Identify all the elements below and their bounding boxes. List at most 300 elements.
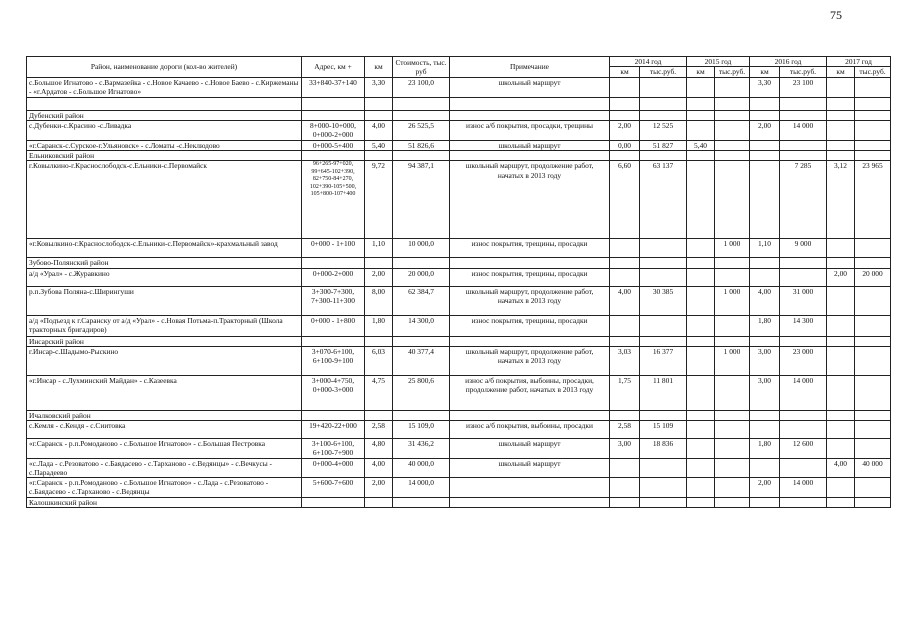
cost-cell: 40 377,4 — [393, 346, 450, 375]
note-cell: школьный маршрут — [450, 439, 610, 459]
year-2014-km-cell: 4,00 — [610, 286, 640, 315]
empty-cell — [302, 110, 365, 120]
year-2015-rub-cell — [715, 421, 750, 439]
length-km-cell: 3,30 — [365, 77, 393, 97]
year-2017-rub-cell — [855, 375, 891, 410]
year-2017-km-cell: 2,00 — [827, 268, 855, 286]
year-2016-km-cell — [750, 458, 780, 478]
year-2015-km-cell — [687, 239, 715, 258]
year-2017-km-cell: 3,12 — [827, 161, 855, 239]
empty-cell — [365, 110, 393, 120]
empty-cell — [780, 151, 827, 161]
year-2014-km-cell: 2,00 — [610, 120, 640, 140]
year-2016-rub-cell: 9 000 — [780, 239, 827, 258]
note-cell: износ а/б покрытия, выбоины, просадки, продолжение работ, начатых в 2013 году — [450, 375, 610, 410]
year-2015-km-cell — [687, 161, 715, 239]
empty-cell — [780, 336, 827, 346]
road-name-cell: «г.Саранск-с.Сурское-г.Ульяновск» - с.Ломаты -с.Неклюдово — [27, 140, 302, 150]
year-2016-rub-cell — [780, 421, 827, 439]
empty-cell — [450, 151, 610, 161]
note-cell — [450, 97, 610, 110]
year-2014-rub-cell: 63 137 — [640, 161, 687, 239]
empty-cell — [855, 410, 891, 420]
empty-cell — [365, 497, 393, 507]
empty-cell — [610, 336, 640, 346]
year-2015-km-cell — [687, 77, 715, 97]
cost-cell: 25 800,6 — [393, 375, 450, 410]
year-2015-rub-cell — [715, 120, 750, 140]
cost-cell: 31 436,2 — [393, 439, 450, 459]
empty-cell — [687, 258, 715, 268]
year-2015-km-cell — [687, 268, 715, 286]
district-row — [27, 110, 891, 120]
note-cell: износ покрытия, трещины, просадки — [450, 239, 610, 258]
year-2015-rub-cell — [715, 140, 750, 150]
year-2014-km-cell — [610, 97, 640, 110]
subheader-rub: тыс.руб. — [640, 67, 687, 77]
empty-cell — [302, 410, 365, 420]
year-2015-rub-cell — [715, 439, 750, 459]
length-km-cell: 2,00 — [365, 268, 393, 286]
year-2017-km-cell — [827, 120, 855, 140]
empty-cell — [450, 110, 610, 120]
empty-cell — [302, 258, 365, 268]
road-name-cell: а/д «Урал» - с.Журавкино — [27, 268, 302, 286]
cost-cell: 15 109,0 — [393, 421, 450, 439]
empty-cell — [640, 151, 687, 161]
empty-cell — [450, 336, 610, 346]
year-2015-km-cell — [687, 458, 715, 478]
empty-cell — [750, 410, 780, 420]
road-name-cell: а/д «Подъезд к г.Саранску от а/д «Урал» - с.Новая Потьма-п.Тракторный (Школа тракторных бригадиров) — [27, 315, 302, 336]
table-row — [27, 286, 891, 315]
road-name-cell — [27, 97, 302, 110]
table-row — [27, 346, 891, 375]
empty-cell — [393, 497, 450, 507]
empty-cell — [780, 258, 827, 268]
year-2015-km-cell — [687, 120, 715, 140]
empty-cell — [450, 258, 610, 268]
empty-cell — [365, 151, 393, 161]
table-row — [27, 375, 891, 410]
year-2016-km-cell: 3,00 — [750, 375, 780, 410]
address-cell: 0+000-5+400 — [302, 140, 365, 150]
road-name-cell: с.Большое Игнатово - с.Вармазейка - с.Новое Качаево - с.Новое Баево - с.Киржеманы - «г.Ардатов - с.Большое Игнатово» — [27, 77, 302, 97]
year-2017-km-cell — [827, 140, 855, 150]
road-name-cell: «г.Ковылкино-г.Краснослободск-с.Ельники-с.Первомайск»-крахмальный завод — [27, 239, 302, 258]
header-address: Адрес, км + — [302, 57, 365, 78]
district-row — [27, 336, 891, 346]
year-2017-rub-cell — [855, 439, 891, 459]
note-cell: износ покрытия, трещины, просадки — [450, 268, 610, 286]
empty-cell — [640, 336, 687, 346]
year-2014-rub-cell: 15 109 — [640, 421, 687, 439]
length-km-cell: 4,00 — [365, 120, 393, 140]
subheader-rub: тыс.руб. — [715, 67, 750, 77]
year-2015-rub-cell: 1 000 — [715, 286, 750, 315]
cost-cell: 62 384,7 — [393, 286, 450, 315]
address-cell: 3+100-6+100, 6+100-7+900 — [302, 439, 365, 459]
note-cell: износ покрытия, трещины, просадки — [450, 315, 610, 336]
empty-cell — [780, 110, 827, 120]
empty-cell — [715, 497, 750, 507]
cost-cell: 10 000,0 — [393, 239, 450, 258]
district-name: Ичалковский район — [27, 410, 302, 420]
empty-cell — [827, 497, 855, 507]
empty-cell — [827, 110, 855, 120]
road-name-cell: с.Кемля - с.Кендя - с.Сиитовка — [27, 421, 302, 439]
year-2017-km-cell — [827, 439, 855, 459]
length-km-cell: 9,72 — [365, 161, 393, 239]
year-2014-km-cell: 1,75 — [610, 375, 640, 410]
table-row — [27, 421, 891, 439]
year-2014-km-cell — [610, 239, 640, 258]
address-cell: 3+070-6+100, 6+100-9+100 — [302, 346, 365, 375]
empty-cell — [610, 410, 640, 420]
year-2015-km-cell — [687, 315, 715, 336]
year-2015-rub-cell: 1 000 — [715, 346, 750, 375]
year-2017-rub-cell — [855, 421, 891, 439]
empty-cell — [365, 336, 393, 346]
empty-cell — [750, 497, 780, 507]
year-2015-km-cell — [687, 421, 715, 439]
district-row — [27, 151, 891, 161]
empty-cell — [750, 336, 780, 346]
year-2015-km-cell — [687, 97, 715, 110]
page-number: 75 — [830, 8, 842, 22]
empty-cell — [640, 497, 687, 507]
year-2016-km-cell: 4,00 — [750, 286, 780, 315]
year-2017-rub-cell: 20 000 — [855, 268, 891, 286]
table-row — [27, 239, 891, 258]
year-2016-km-cell: 2,00 — [750, 120, 780, 140]
empty-cell — [715, 151, 750, 161]
empty-cell — [393, 410, 450, 420]
district-name: Инсарский район — [27, 336, 302, 346]
year-2015-km-cell — [687, 375, 715, 410]
empty-cell — [855, 497, 891, 507]
empty-cell — [610, 258, 640, 268]
table-row — [27, 439, 891, 459]
empty-cell — [365, 258, 393, 268]
address-cell: 3+000-4+750, 0+000-3+000 — [302, 375, 365, 410]
subheader-km: км — [827, 67, 855, 77]
empty-cell — [750, 151, 780, 161]
year-2017-rub-cell: 40 000 — [855, 458, 891, 478]
year-2017-rub-cell — [855, 77, 891, 97]
cost-cell: 14 300,0 — [393, 315, 450, 336]
cost-cell: 40 000,0 — [393, 458, 450, 478]
header-year-2016: 2016 год — [750, 57, 827, 67]
note-cell: износ а/б покрытия, просадки, трещины — [450, 120, 610, 140]
note-cell: школьный маршрут, продолжение работ, начатых в 2013 году — [450, 346, 610, 375]
year-2015-rub-cell — [715, 97, 750, 110]
year-2015-km-cell — [687, 286, 715, 315]
address-cell: 33+840-37+140 — [302, 77, 365, 97]
year-2015-km-cell — [687, 439, 715, 459]
empty-cell — [750, 110, 780, 120]
empty-cell — [855, 336, 891, 346]
year-2014-rub-cell — [640, 268, 687, 286]
empty-cell — [715, 258, 750, 268]
year-2017-rub-cell — [855, 315, 891, 336]
subheader-rub: тыс.руб. — [855, 67, 891, 77]
year-2015-rub-cell — [715, 478, 750, 498]
year-2015-km-cell — [687, 346, 715, 375]
year-2014-rub-cell: 12 525 — [640, 120, 687, 140]
year-2017-km-cell — [827, 315, 855, 336]
header-cost: Стоимость, тыс. руб — [393, 57, 450, 78]
year-2014-rub-cell — [640, 315, 687, 336]
subheader-km: км — [687, 67, 715, 77]
header-year-2015: 2015 год — [687, 57, 750, 67]
empty-cell — [827, 336, 855, 346]
address-cell: 0+000-2+000 — [302, 268, 365, 286]
year-2017-km-cell — [827, 375, 855, 410]
note-cell: износ а/б покрытия, выбоины, просадки — [450, 421, 610, 439]
year-2016-km-cell: 3,30 — [750, 77, 780, 97]
year-2014-km-cell: 3,00 — [610, 439, 640, 459]
year-2017-rub-cell: 23 965 — [855, 161, 891, 239]
subheader-km: км — [610, 67, 640, 77]
year-2017-rub-cell — [855, 239, 891, 258]
cost-cell: 26 525,5 — [393, 120, 450, 140]
year-2016-km-cell — [750, 268, 780, 286]
subheader-km: км — [750, 67, 780, 77]
year-2017-rub-cell — [855, 97, 891, 110]
cost-cell: 23 100,0 — [393, 77, 450, 97]
year-2016-rub-cell — [780, 97, 827, 110]
empty-cell — [450, 497, 610, 507]
year-2015-rub-cell — [715, 268, 750, 286]
road-name-cell: с.Дубенки-с.Красино -с.Ливадка — [27, 120, 302, 140]
address-cell: 3+300-7+300, 7+300-11+300 — [302, 286, 365, 315]
year-2015-rub-cell — [715, 161, 750, 239]
year-2016-rub-cell — [780, 268, 827, 286]
empty-cell — [393, 336, 450, 346]
year-2017-km-cell — [827, 286, 855, 315]
table-row — [27, 458, 891, 478]
year-2014-km-cell — [610, 77, 640, 97]
empty-cell — [715, 110, 750, 120]
cost-cell — [393, 97, 450, 110]
address-cell: 0+000 - 1+100 — [302, 239, 365, 258]
year-2014-rub-cell: 51 827 — [640, 140, 687, 150]
empty-cell — [302, 151, 365, 161]
table-row — [27, 478, 891, 498]
year-2014-rub-cell: 18 836 — [640, 439, 687, 459]
empty-cell — [750, 258, 780, 268]
year-2017-rub-cell — [855, 286, 891, 315]
road-name-cell: «г.Саранск - р.п.Ромоданово - с.Большое Игнатово» - с.Большая Пестровка — [27, 439, 302, 459]
table-row — [27, 140, 891, 150]
length-km-cell: 4,80 — [365, 439, 393, 459]
empty-cell — [640, 110, 687, 120]
table-body — [27, 77, 891, 507]
year-2016-rub-cell: 31 000 — [780, 286, 827, 315]
year-2014-km-cell — [610, 478, 640, 498]
year-2014-rub-cell: 16 377 — [640, 346, 687, 375]
year-2015-rub-cell — [715, 77, 750, 97]
empty-cell — [687, 410, 715, 420]
empty-cell — [715, 336, 750, 346]
year-2014-km-cell: 2,58 — [610, 421, 640, 439]
table-row — [27, 315, 891, 336]
empty-cell — [827, 258, 855, 268]
year-2014-km-cell: 6,60 — [610, 161, 640, 239]
address-cell: 0+000 - 1+800 — [302, 315, 365, 336]
year-2016-km-cell: 1,80 — [750, 439, 780, 459]
empty-cell — [827, 151, 855, 161]
header-year-2014: 2014 год — [610, 57, 687, 67]
note-cell: школьный маршрут — [450, 77, 610, 97]
empty-cell — [687, 497, 715, 507]
district-name: Ельниковский район — [27, 151, 302, 161]
empty-cell — [450, 410, 610, 420]
header-note: Примечание — [450, 57, 610, 78]
year-2015-km-cell: 5,40 — [687, 140, 715, 150]
empty-cell — [393, 258, 450, 268]
address-cell: 19+420-22+000 — [302, 421, 365, 439]
length-km-cell: 4,00 — [365, 458, 393, 478]
header-road: Район, наименование дороги (кол-во жителей) — [27, 57, 302, 78]
road-name-cell: «г.Саранск - р.п.Ромоданово - с.Большое Игнатово» - с.Лада - с.Резоватово - с.Баядасево - с.Тарханово - с.Ведянцы — [27, 478, 302, 498]
length-km-cell — [365, 97, 393, 110]
table-row — [27, 120, 891, 140]
year-2017-km-cell: 4,00 — [827, 458, 855, 478]
year-2014-rub-cell — [640, 458, 687, 478]
empty-cell — [610, 151, 640, 161]
year-2017-km-cell — [827, 239, 855, 258]
year-2014-rub-cell: 11 801 — [640, 375, 687, 410]
district-name: Зубово-Полянский район — [27, 258, 302, 268]
year-2016-rub-cell: 23 000 — [780, 346, 827, 375]
length-km-cell: 2,00 — [365, 478, 393, 498]
note-cell: школьный маршрут, продолжение работ, начатых в 2013 году — [450, 161, 610, 239]
road-name-cell: г.Инсар-с.Шадымо-Рыскино — [27, 346, 302, 375]
table-row — [27, 268, 891, 286]
year-2016-km-cell: 2,00 — [750, 478, 780, 498]
year-2015-rub-cell — [715, 315, 750, 336]
length-km-cell: 4,75 — [365, 375, 393, 410]
empty-cell — [855, 110, 891, 120]
address-cell: 96+265-97+020, 99+645-102+390, 82+750-84+270, 102+390-105+500, 105+800-107+400 — [302, 161, 365, 239]
year-2015-rub-cell: 1 000 — [715, 239, 750, 258]
length-km-cell: 1,80 — [365, 315, 393, 336]
road-name-cell: «г.Инсар - с.Лухминский Майдан» - с.Казеевка — [27, 375, 302, 410]
year-2015-rub-cell — [715, 375, 750, 410]
year-2014-rub-cell — [640, 97, 687, 110]
note-cell: школьный маршрут — [450, 458, 610, 478]
year-2016-km-cell: 3,00 — [750, 346, 780, 375]
road-repair-table — [26, 56, 891, 508]
address-cell: 5+600-7+600 — [302, 478, 365, 498]
address-cell — [302, 97, 365, 110]
year-2017-rub-cell — [855, 140, 891, 150]
length-km-cell: 6,03 — [365, 346, 393, 375]
year-2016-km-cell — [750, 140, 780, 150]
empty-cell — [302, 497, 365, 507]
district-name: Дубенский район — [27, 110, 302, 120]
length-km-cell: 8,00 — [365, 286, 393, 315]
year-2016-km-cell — [750, 161, 780, 239]
empty-cell — [640, 410, 687, 420]
cost-cell: 51 826,6 — [393, 140, 450, 150]
year-2014-km-cell — [610, 315, 640, 336]
empty-cell — [715, 410, 750, 420]
year-2014-rub-cell: 30 385 — [640, 286, 687, 315]
year-2017-km-cell — [827, 346, 855, 375]
empty-cell — [393, 151, 450, 161]
year-2016-km-cell — [750, 97, 780, 110]
empty-cell — [687, 151, 715, 161]
year-2014-rub-cell — [640, 239, 687, 258]
length-km-cell: 1,10 — [365, 239, 393, 258]
address-cell: 8+000-10+000, 0+000-2+000 — [302, 120, 365, 140]
subheader-rub: тыс.руб. — [780, 67, 827, 77]
district-row — [27, 497, 891, 507]
empty-cell — [855, 258, 891, 268]
road-name-cell: «с.Лада - с.Резоватово - с.Баядасево - с.Тарханово - с.Ведянцы» - с.Вечкусы - с.Парадеево — [27, 458, 302, 478]
year-2016-km-cell: 1,10 — [750, 239, 780, 258]
year-2017-rub-cell — [855, 478, 891, 498]
year-2015-rub-cell — [715, 458, 750, 478]
year-2016-rub-cell: 14 000 — [780, 120, 827, 140]
district-name: Калошкинский район — [27, 497, 302, 507]
cost-cell: 20 000,0 — [393, 268, 450, 286]
year-2017-km-cell — [827, 421, 855, 439]
road-name-cell: р.п.Зубова Поляна-с.Ширингуши — [27, 286, 302, 315]
year-2016-rub-cell — [780, 458, 827, 478]
year-2017-rub-cell — [855, 120, 891, 140]
length-km-cell: 5,40 — [365, 140, 393, 150]
table-row — [27, 77, 891, 97]
empty-cell — [610, 110, 640, 120]
year-2014-rub-cell — [640, 478, 687, 498]
note-cell: школьный маршрут — [450, 140, 610, 150]
year-2014-rub-cell — [640, 77, 687, 97]
year-2014-km-cell: 3,03 — [610, 346, 640, 375]
cost-cell: 94 387,1 — [393, 161, 450, 239]
header-km: км — [365, 57, 393, 78]
empty-cell — [855, 151, 891, 161]
empty-cell — [687, 110, 715, 120]
year-2017-km-cell — [827, 97, 855, 110]
empty-cell — [393, 110, 450, 120]
table-row — [27, 161, 891, 239]
address-cell: 0+000-4+000 — [302, 458, 365, 478]
road-name-cell: г.Ковылкино-г.Краснослободск-с.Ельники-с.Первомайск — [27, 161, 302, 239]
empty-cell — [780, 410, 827, 420]
year-2017-rub-cell — [855, 346, 891, 375]
empty-cell — [610, 497, 640, 507]
year-2016-rub-cell — [780, 140, 827, 150]
year-2015-km-cell — [687, 478, 715, 498]
note-cell — [450, 478, 610, 498]
header-year-2017: 2017 год — [827, 57, 891, 67]
empty-cell — [827, 410, 855, 420]
table-row — [27, 97, 891, 110]
year-2014-km-cell: 0,00 — [610, 140, 640, 150]
empty-cell — [780, 497, 827, 507]
year-2016-rub-cell: 7 285 — [780, 161, 827, 239]
district-row — [27, 410, 891, 420]
empty-cell — [365, 410, 393, 420]
year-2016-rub-cell: 12 600 — [780, 439, 827, 459]
empty-cell — [640, 258, 687, 268]
year-2014-km-cell — [610, 268, 640, 286]
year-2016-rub-cell: 14 300 — [780, 315, 827, 336]
